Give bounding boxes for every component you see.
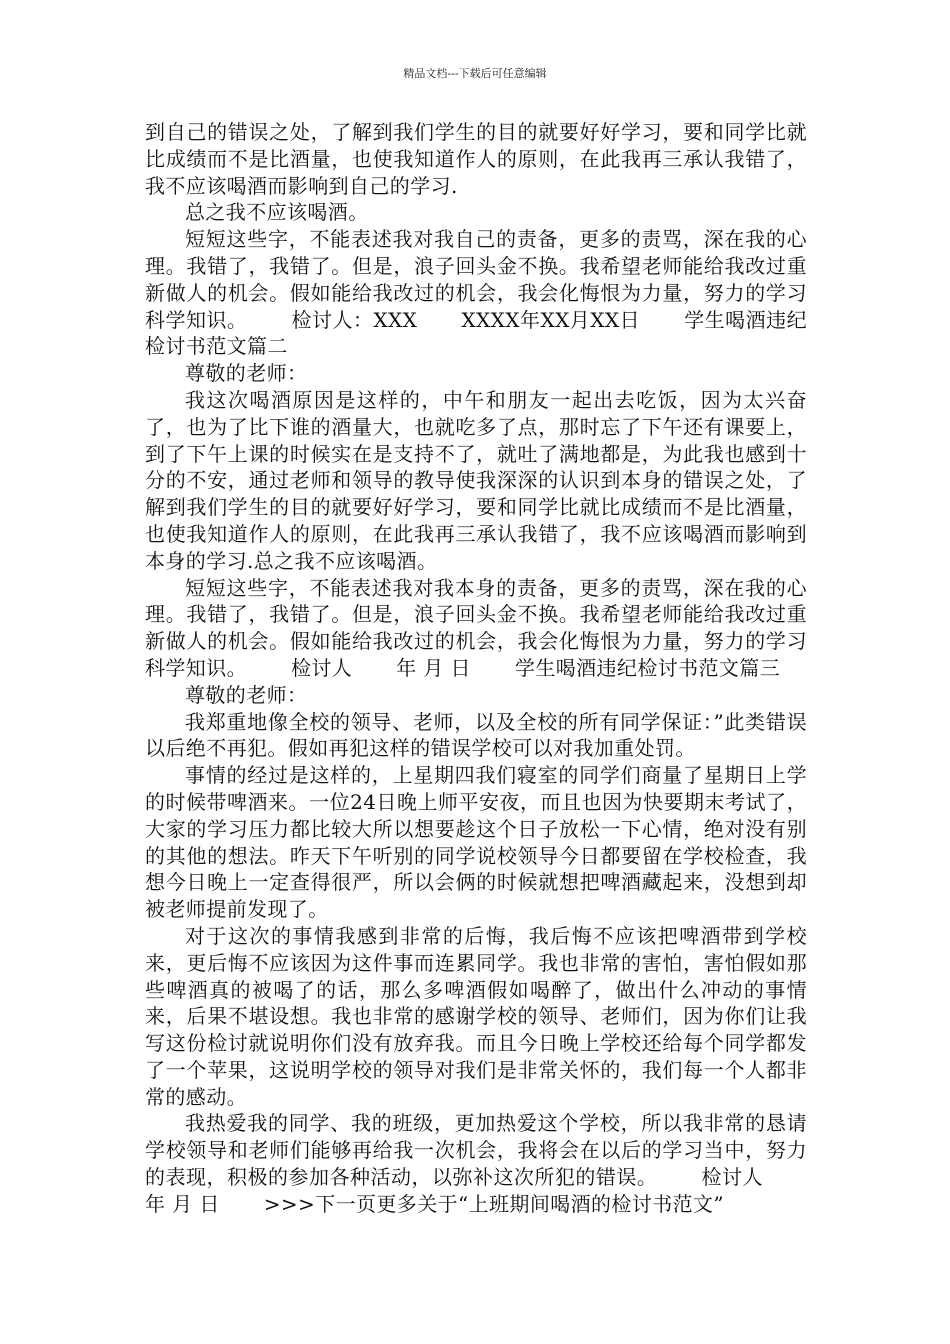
paragraph-5: 我这次喝酒原因是这样的，中午和朋友一起出去吃饭，因为太兴奋了，也为了比下谁的酒量大，也就吃多了点，那时忘了下午还有课要上，到了下午上课的时候实在是支持不了，就吐了满地都是，为此我也感到十分的不安，通过老师和领导的教导使我深深的认识到本身的错误之处，了解到我们学生的目的就要好好学习，要和同学比就比成绩而不是比酒量，也使我知道作人的原则，在此我再三承认我错了，我不应该喝酒而影响到本身的学习.总之我不应该喝酒。 — [145, 387, 807, 573]
paragraph-9: 事情的经过是这样的，上星期四我们寝室的同学们商量了星期日上学的时候带啤酒来。一位24日晚上师平安夜，而且也因为快要期末考试了，大家的学习压力都比较大所以想要趁这个日子放松一下心情，绝对没有别的其他的想法。昨天下午听别的同学说校领导今日都要留在学校检查，我想今日晚上一定查得很严，所以会俩的时候就想把啤酒藏起来，没想到却被老师提前发现了。 — [145, 763, 807, 922]
signature-date: XXXX年XX月XX日 — [461, 307, 641, 332]
section-title: 学生喝酒违纪检讨书范文篇二 — [145, 307, 808, 359]
paragraph-10: 对于这次的事情我感到非常的后悔，我后悔不应该把啤酒带到学校来，更后悔不应该因为这件事而连累同学。我也非常的害怕，害怕假如那些啤酒真的被喝了的话，那么多啤酒假如喝醉了，做出什么冲动的事情来，后果不堪设想。我也非常的感谢学校的领导、老师们，因为你们让我写这份检讨就说明你们没有放弃我。而且今日晚上学校还给每个同学都发了一个苹果，这说明学校的领导对我们是非常关怀的，我们每一个人都非常的感动。 — [145, 923, 807, 1109]
paragraph-3-text: 短短这些字，不能表述我对我自己的责备，更多的责骂，深在我的心理。我错了，我错了。但是，浪子回头金不换。我希望老师能给我改过重新做人的机会。假如能给我改过的机会，我会化悔恨为力量，努力的学习科学知识。 — [145, 227, 807, 332]
paragraph-8: 我郑重地像全校的领导、老师，以及全校的所有同学保证：”此类错误以后绝不再犯。假如再犯这样的错误学校可以对我加重处罚。 — [145, 709, 807, 761]
paragraph-2: 总之我不应该喝酒。 — [185, 200, 369, 225]
paragraph-11-text: 我热爱我的同学、我的班级，更加热爱这个学校，所以我非常的恳请学校领导和老师们能够再给我一次机会，我将会在以后的学习当中，努力的表现，积极的参加各种活动，以弥补这次所犯的错误。 — [145, 1111, 807, 1190]
more-link[interactable]: >>>下一页更多关于“上班期间喝酒的检讨书范文” — [263, 1191, 725, 1216]
paragraph-3 — [145, 226, 807, 360]
signer-label: 检讨人 — [291, 655, 353, 680]
signature-date: 年 月 日 — [396, 655, 471, 680]
document-body — [145, 119, 807, 1218]
page-header: 精品文档---下载后可任意编辑 — [403, 67, 547, 80]
paragraph-6 — [145, 575, 807, 682]
signer-label: 检讨人：XXX — [291, 307, 418, 332]
signer-label: 检讨人 — [701, 1165, 764, 1190]
paragraph-6-text: 短短这些字，不能表述我对我本身的责备，更多的责骂，深在我的心理。我错了，我错了。但是，浪子回头金不换。我希望老师能给我改过重新做人的机会。假如能给我改过的机会，我会化悔恨为力量，努力的学习科学知识。 — [145, 575, 807, 680]
paragraph-1: 到自己的错误之处，了解到我们学生的目的就要好好学习，要和同学比就比成绩而不是比酒量，也使我知道作人的原则，在此我再三承认我错了，我不应该喝酒而影响到自己的学习. — [145, 120, 807, 198]
salutation: 尊敬的老师： — [185, 361, 308, 386]
paragraph-11 — [145, 1110, 807, 1217]
salutation: 尊敬的老师： — [185, 682, 308, 707]
section-title: 学生喝酒违纪检讨书范文篇三 — [514, 655, 781, 680]
signature-date: 年 月 日 — [145, 1191, 220, 1216]
